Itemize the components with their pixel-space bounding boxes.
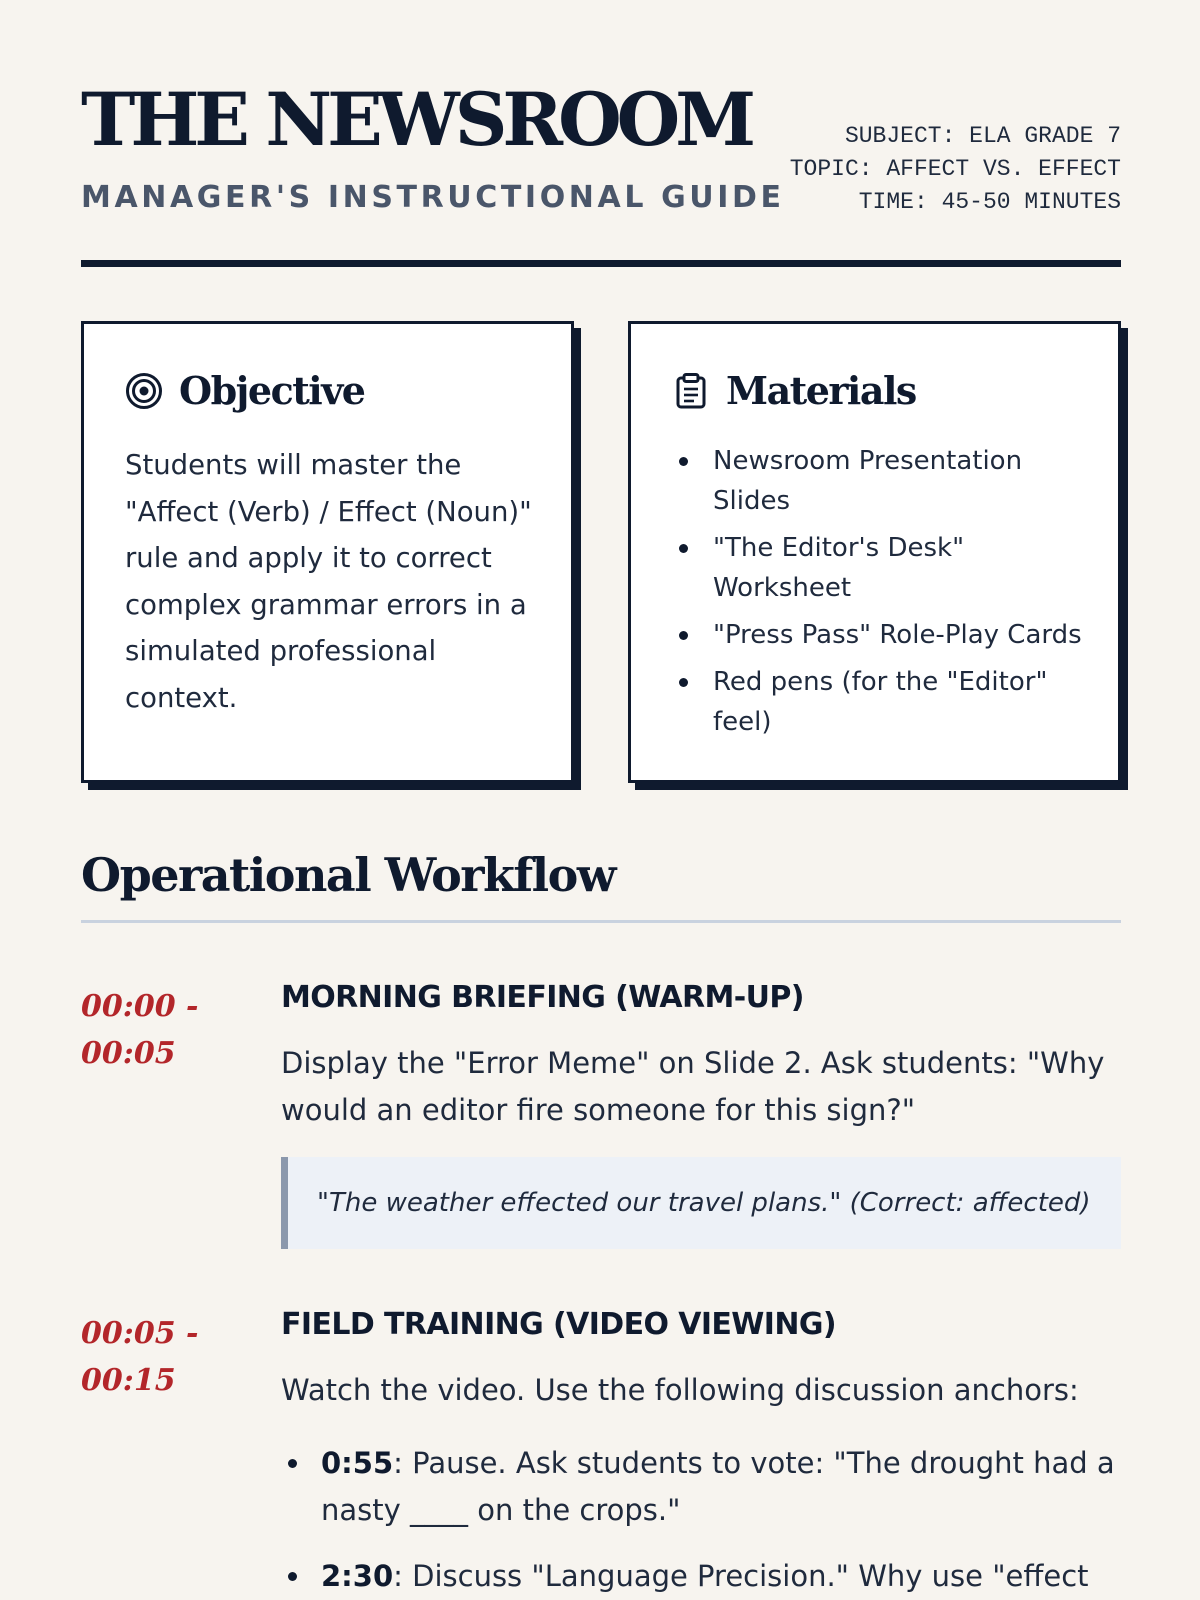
step-title: MORNING BRIEFING (WARM-UP)	[281, 980, 804, 1015]
materials-header	[672, 368, 916, 413]
materials-list	[672, 441, 1092, 749]
list-item: "The Editor's Desk" Worksheet	[672, 528, 1092, 608]
timestamp: 2:30	[321, 1559, 394, 1593]
lesson-meta	[790, 120, 1121, 219]
materials-card	[628, 321, 1121, 783]
objective-card	[81, 321, 574, 783]
step-description: Watch the video. Use the following discussion anchors:	[281, 1373, 1079, 1407]
workflow-title: Operational Workflow	[81, 848, 615, 902]
objective-header	[125, 368, 364, 413]
list-item	[281, 1440, 1121, 1534]
timestamp: 0:55	[321, 1446, 394, 1480]
list-item: "Press Pass" Role-Play Cards	[672, 615, 1092, 655]
target-icon	[125, 372, 163, 410]
step-time: 00:05 - 00:15	[81, 1316, 199, 1398]
page-subtitle: MANAGER'S INSTRUCTIONAL GUIDE	[81, 180, 785, 215]
list-item: Newsroom Presentation Slides	[672, 441, 1092, 521]
materials-title: Materials	[726, 368, 916, 413]
meta-topic: TOPIC: AFFECT VS. EFFECT	[789, 156, 1121, 182]
example-callout	[281, 1157, 1121, 1249]
anchor-text: : Discuss "Language Precision." Why use "effect	[393, 1559, 1089, 1593]
callout-text: "The weather effected our travel plans." (Correct: affected)	[317, 1188, 1091, 1218]
list-item: Red pens (for the "Editor" feel)	[672, 662, 1092, 742]
header-divider	[81, 260, 1121, 267]
objective-title: Objective	[179, 368, 365, 413]
step-time: 00:00 - 00:05	[81, 989, 199, 1071]
meta-subject: SUBJECT: ELA GRADE 7	[844, 123, 1121, 149]
workflow-divider	[81, 920, 1121, 923]
step-description: Display the "Error Meme" on Slide 2. Ask students: "Why would an editor fire someone for this sign?"	[281, 1046, 1105, 1127]
objective-text: Students will master the "Affect (Verb) / Effect (Noun)" rule and apply it to correct complex grammar errors in a simulated professional context.	[125, 449, 532, 714]
discussion-anchors	[281, 1440, 1121, 1600]
masthead	[81, 77, 1121, 269]
list-item	[281, 1553, 1121, 1600]
page-title: THE NEWSROOM	[81, 77, 752, 163]
meta-time: TIME: 45-50 MINUTES	[858, 189, 1121, 215]
anchor-text: : Pause. Ask students to vote: "The drought had a nasty ____ on the crops."	[321, 1446, 1115, 1527]
step-title: FIELD TRAINING (VIDEO VIEWING)	[281, 1307, 837, 1342]
clipboard-icon	[672, 372, 710, 410]
